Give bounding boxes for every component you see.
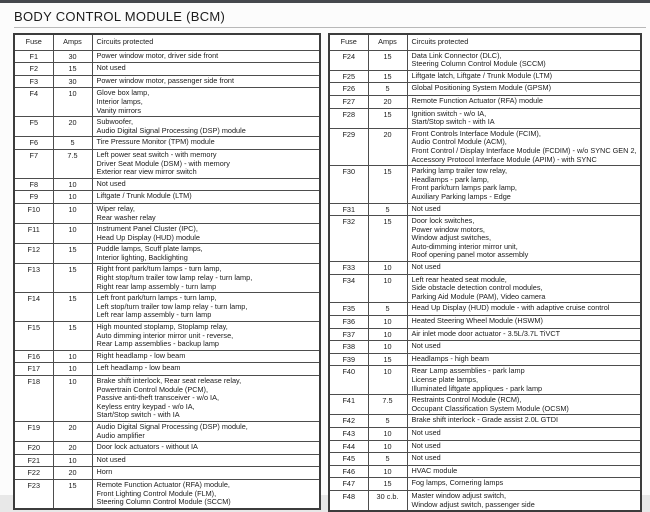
- amps-cell: 10: [368, 262, 407, 275]
- circuits-cell: [92, 224, 320, 244]
- circuit-line: Master window adjust switch,: [411, 490, 506, 500]
- amps-cell: 30 c.b.: [368, 490, 407, 511]
- fuse-cell: F11: [14, 224, 53, 244]
- fuse-cell: F45: [329, 453, 368, 466]
- fuse-cell: F5: [14, 117, 53, 137]
- circuit-line: Wiper relay,: [96, 203, 135, 213]
- column-header-circuits: Circuits protected: [407, 34, 641, 50]
- table-header-row: [14, 34, 320, 50]
- circuits-cell: [407, 427, 641, 440]
- amps-cell: 15: [368, 478, 407, 491]
- fuse-cell: F23: [14, 479, 53, 508]
- circuit-line: License plate lamps,: [411, 375, 479, 384]
- amps-cell: 15: [53, 479, 92, 508]
- fuse-cell: F24: [329, 50, 368, 70]
- fuse-cell: F8: [14, 178, 53, 191]
- amps-cell: 10: [53, 363, 92, 376]
- amps-cell: 10: [368, 328, 407, 341]
- amps-cell: 15: [53, 264, 92, 293]
- amps-cell: 10: [53, 191, 92, 204]
- circuits-cell: [407, 216, 641, 262]
- table-row: [14, 75, 320, 88]
- amps-cell: 30: [53, 75, 92, 88]
- circuit-line: Instrument Panel Cluster (IPC),: [96, 224, 198, 234]
- circuit-line: Powertrain Control Module (PCM),: [96, 384, 209, 394]
- circuits-cell: [92, 467, 320, 480]
- amps-cell: 15: [53, 322, 92, 351]
- circuit-line: Rear Lamp assemblies - backup lamp: [96, 339, 219, 349]
- circuit-line: Window adjust switch, passenger side: [411, 499, 535, 509]
- table-row: [329, 328, 641, 341]
- amps-cell: 15: [368, 108, 407, 128]
- circuit-line: Not used: [411, 440, 441, 450]
- circuit-line: Heated Steering Wheel Module (HSWM): [411, 316, 543, 326]
- circuit-line: Tire Pressure Monitor (TPM) module: [96, 137, 215, 147]
- circuits-cell: [92, 191, 320, 204]
- fuse-cell: F7: [14, 149, 53, 178]
- table-row: [329, 395, 641, 415]
- circuit-line: Parking lamp trailer tow relay,: [411, 166, 508, 176]
- circuit-line: Puddle lamps, Scuff plate lamps,: [96, 244, 203, 254]
- circuit-line: Auto-dimming interior mirror unit,: [411, 241, 518, 251]
- fuse-cell: F21: [14, 454, 53, 467]
- circuit-line: Right front park/turn lamps - turn lamp,: [96, 264, 222, 274]
- fuse-cell: F25: [329, 70, 368, 83]
- circuits-cell: [407, 303, 641, 316]
- fuse-cell: F27: [329, 95, 368, 108]
- circuits-cell: [92, 293, 320, 322]
- fuse-cell: F9: [14, 191, 53, 204]
- fuse-cell: F47: [329, 478, 368, 491]
- fuse-cell: F28: [329, 108, 368, 128]
- circuits-cell: [407, 83, 641, 96]
- fuse-cell: F36: [329, 316, 368, 329]
- amps-cell: 7.5: [53, 149, 92, 178]
- circuit-line: Restraints Control Module (RCM),: [411, 395, 522, 405]
- circuit-line: Brake shift interlock - Grade assist 2.0L GTDI: [411, 415, 559, 425]
- circuits-cell: [92, 350, 320, 363]
- circuits-cell: [92, 421, 320, 441]
- circuit-line: Rear Lamp assemblies - park lamp: [411, 366, 525, 376]
- circuit-line: Not used: [96, 63, 126, 73]
- circuit-line: Horn: [96, 467, 113, 477]
- amps-cell: 10: [53, 203, 92, 223]
- circuits-cell: [407, 108, 641, 128]
- circuit-line: Head Up Display (HUD) module - with adaptive cruise control: [411, 303, 610, 313]
- table-row: [329, 128, 641, 165]
- fuse-cell: F46: [329, 465, 368, 478]
- circuit-line: Left rear lamp assembly - turn lamp: [96, 310, 212, 320]
- circuit-line: Not used: [411, 453, 441, 463]
- fuse-cell: F4: [14, 88, 53, 117]
- circuit-line: Audio amplifier: [96, 430, 145, 440]
- page-title: BODY CONTROL MODULE (BCM): [14, 9, 226, 24]
- circuit-line: Headlamps - high beam: [411, 353, 489, 363]
- circuits-cell: [407, 341, 641, 354]
- amps-cell: 15: [53, 244, 92, 264]
- column-header-fuse: Fuse: [14, 34, 53, 50]
- table-row: [14, 203, 320, 223]
- circuits-cell: [407, 95, 641, 108]
- circuits-cell: [407, 353, 641, 366]
- fuse-cell: F44: [329, 440, 368, 453]
- fuse-table-f24-f48: [328, 33, 642, 512]
- circuit-line: Audio Control Module (ACM),: [411, 137, 507, 147]
- circuits-cell: [92, 50, 320, 63]
- table-row: [14, 322, 320, 351]
- fuse-cell: F39: [329, 353, 368, 366]
- circuit-line: Front park/turn lamps park lamp,: [411, 183, 517, 193]
- table-row: [14, 350, 320, 363]
- column-header-amps: Amps: [368, 34, 407, 50]
- amps-cell: 10: [53, 178, 92, 191]
- circuits-cell: [407, 328, 641, 341]
- circuits-cell: [92, 137, 320, 150]
- fuse-cell: F14: [14, 293, 53, 322]
- fuse-cell: F30: [329, 166, 368, 203]
- fuse-cell: F38: [329, 341, 368, 354]
- fuse-cell: F15: [14, 322, 53, 351]
- circuit-line: Fog lamps, Cornering lamps: [411, 478, 504, 488]
- circuit-line: Head Up Display (HUD) module: [96, 232, 200, 242]
- table-row: [329, 166, 641, 203]
- table-row: [14, 137, 320, 150]
- circuits-cell: [92, 75, 320, 88]
- table-row: [329, 83, 641, 96]
- circuits-cell: [92, 244, 320, 264]
- circuits-cell: [407, 203, 641, 216]
- amps-cell: 10: [53, 350, 92, 363]
- amps-cell: 10: [368, 274, 407, 303]
- circuit-line: Door lock actuators - without IA: [96, 442, 198, 452]
- amps-cell: 10: [53, 454, 92, 467]
- fuse-cell: F43: [329, 427, 368, 440]
- circuit-line: Front Lighting Control Module (FLM),: [96, 488, 217, 498]
- circuit-line: Subwoofer,: [96, 117, 134, 127]
- amps-cell: 15: [368, 50, 407, 70]
- circuits-cell: [407, 50, 641, 70]
- amps-cell: 30: [53, 50, 92, 63]
- table-row: [329, 203, 641, 216]
- circuit-line: Brake shift interlock, Rear seat release relay,: [96, 376, 242, 385]
- circuit-line: Roof opening panel motor assembly: [411, 250, 529, 260]
- table-row: [14, 117, 320, 137]
- circuit-line: Not used: [411, 262, 441, 272]
- fuse-cell: F1: [14, 50, 53, 63]
- amps-cell: 20: [53, 421, 92, 441]
- circuits-cell: [407, 490, 641, 511]
- fuse-cell: F32: [329, 216, 368, 262]
- circuit-line: Liftgate / Trunk Module (LTM): [96, 191, 192, 201]
- table-row: [14, 244, 320, 264]
- circuit-line: Rear washer relay: [96, 212, 156, 222]
- circuits-cell: [407, 366, 641, 395]
- circuit-line: Auto dimming interior mirror unit - reverse,: [96, 330, 234, 340]
- fuse-cell: F33: [329, 262, 368, 275]
- circuit-line: Driver Seat Module (DSM) - with memory: [96, 158, 230, 168]
- circuits-cell: [407, 440, 641, 453]
- table-row: [329, 50, 641, 70]
- circuit-line: Air inlet mode door actuator - 3.5L/3.7L TiVCT: [411, 328, 561, 338]
- fuse-cell: F18: [14, 376, 53, 422]
- table-row: [329, 316, 641, 329]
- table-row: [14, 421, 320, 441]
- circuit-line: Illuminated liftgate appliques - park lamp: [411, 383, 543, 393]
- table-row: [329, 465, 641, 478]
- table-row: [14, 479, 320, 508]
- table-row: [14, 224, 320, 244]
- circuit-line: Liftgate latch, Liftgate / Trunk Module (LTM): [411, 70, 553, 80]
- circuit-line: Audio Digital Signal Processing (DSP) module,: [96, 421, 248, 431]
- circuits-cell: [92, 376, 320, 422]
- fuse-cell: F41: [329, 395, 368, 415]
- amps-cell: 5: [368, 415, 407, 428]
- circuit-line: Audio Digital Signal Processing (DSP) module: [96, 125, 246, 135]
- table-row: [14, 88, 320, 117]
- circuit-line: Vanity mirrors: [96, 105, 141, 115]
- circuits-cell: [407, 316, 641, 329]
- fuse-cell: F3: [14, 75, 53, 88]
- amps-cell: 15: [368, 353, 407, 366]
- circuit-line: Headlamps - park lamp,: [411, 174, 489, 184]
- table-row: [329, 366, 641, 395]
- circuit-line: Ignition switch - w/o IA,: [411, 108, 487, 118]
- fuse-cell: F16: [14, 350, 53, 363]
- fuse-cell: F42: [329, 415, 368, 428]
- fuse-cell: F12: [14, 244, 53, 264]
- circuit-line: Right headlamp - low beam: [96, 350, 186, 360]
- amps-cell: 5: [368, 203, 407, 216]
- column-header-amps: Amps: [53, 34, 92, 50]
- circuit-line: Power window motor, driver side front: [96, 50, 219, 60]
- amps-cell: 20: [368, 128, 407, 165]
- circuits-cell: [92, 322, 320, 351]
- table-row: [14, 442, 320, 455]
- table-row: [329, 95, 641, 108]
- circuit-line: Front Control / Display Interface Module (FCDIM) - w/o SYNC GEN 2,: [411, 145, 637, 155]
- table-row: [329, 108, 641, 128]
- amps-cell: 10: [53, 88, 92, 117]
- circuit-line: Parking Aid Module (PAM), Video camera: [411, 291, 546, 301]
- circuits-cell: [92, 88, 320, 117]
- fuse-cell: F22: [14, 467, 53, 480]
- circuit-line: Window adjust switches,: [411, 233, 491, 243]
- table-row: [329, 70, 641, 83]
- circuit-line: Passive anti-theft transceiver - w/o IA,: [96, 393, 219, 403]
- table-row: [14, 376, 320, 422]
- fuse-cell: F37: [329, 328, 368, 341]
- table-row: [329, 415, 641, 428]
- circuit-line: High mounted stoplamp, Stoplamp relay,: [96, 322, 228, 332]
- circuit-line: Left headlamp - low beam: [96, 363, 181, 373]
- circuits-cell: [92, 264, 320, 293]
- amps-cell: 10: [368, 366, 407, 395]
- table-row: [329, 453, 641, 466]
- table-row: [14, 191, 320, 204]
- amps-cell: 20: [53, 442, 92, 455]
- fuse-cell: F17: [14, 363, 53, 376]
- amps-cell: 20: [53, 467, 92, 480]
- fuse-cell: F35: [329, 303, 368, 316]
- circuits-cell: [407, 415, 641, 428]
- amps-cell: 10: [368, 316, 407, 329]
- circuits-cell: [407, 395, 641, 415]
- circuit-line: Power window motor, passenger side front: [96, 75, 234, 85]
- circuits-cell: [92, 203, 320, 223]
- table-row: [329, 427, 641, 440]
- fuse-cell: F34: [329, 274, 368, 303]
- table-row: [14, 178, 320, 191]
- table-row: [14, 50, 320, 63]
- table-row: [329, 490, 641, 511]
- table-row: [329, 353, 641, 366]
- circuits-cell: [92, 363, 320, 376]
- table-row: [329, 341, 641, 354]
- circuit-line: Exterior rear view mirror switch: [96, 167, 197, 177]
- circuit-line: Start/Stop switch - with IA: [411, 117, 495, 127]
- circuit-line: HVAC module: [411, 465, 458, 475]
- circuits-cell: [92, 178, 320, 191]
- circuit-line: Glove box lamp,: [96, 88, 150, 98]
- fuse-table-f1-f23: [13, 33, 321, 510]
- circuit-line: Side obstacle detection control modules,: [411, 283, 543, 293]
- title-underline-rule: [14, 27, 646, 28]
- circuit-line: Power window motors,: [411, 224, 485, 234]
- circuit-line: Data Link Connector (DLC),: [411, 50, 502, 60]
- circuit-line: Right rear lamp assembly - turn lamp: [96, 281, 217, 291]
- circuit-line: Occupant Classification System Module (OCSM): [411, 403, 569, 413]
- table-row: [14, 467, 320, 480]
- circuit-line: Auxiliary Parking lamps - Edge: [411, 191, 511, 201]
- amps-cell: 15: [368, 166, 407, 203]
- fuse-cell: F2: [14, 63, 53, 76]
- table-header-row: [329, 34, 641, 50]
- circuit-line: Remote Function Actuator (RFA) module,: [96, 479, 230, 489]
- amps-cell: 5: [53, 137, 92, 150]
- circuits-cell: [407, 453, 641, 466]
- circuit-line: Interior lamps,: [96, 96, 143, 106]
- circuit-line: Door lock switches,: [411, 216, 475, 226]
- table-row: [14, 363, 320, 376]
- circuits-cell: [407, 70, 641, 83]
- amps-cell: 10: [53, 224, 92, 244]
- table-row: [329, 262, 641, 275]
- circuit-line: Right stop/turn trailer tow lamp relay - turn lamp,: [96, 273, 253, 283]
- circuits-cell: [92, 454, 320, 467]
- circuit-line: Interior lighting, Backlighting: [96, 252, 188, 262]
- amps-cell: 15: [368, 70, 407, 83]
- amps-cell: 10: [368, 427, 407, 440]
- circuits-cell: [407, 465, 641, 478]
- circuits-cell: [407, 262, 641, 275]
- circuit-line: Left stop/turn trailer tow lamp relay - turn lamp,: [96, 301, 248, 311]
- table-row: [14, 149, 320, 178]
- fuse-cell: F20: [14, 442, 53, 455]
- top-border-rule: [0, 0, 650, 3]
- table-row: [14, 264, 320, 293]
- fuse-cell: F40: [329, 366, 368, 395]
- amps-cell: 10: [368, 465, 407, 478]
- amps-cell: 5: [368, 83, 407, 96]
- amps-cell: 5: [368, 303, 407, 316]
- fuse-cell: F19: [14, 421, 53, 441]
- table-row: [14, 63, 320, 76]
- column-header-circuits: Circuits protected: [92, 34, 320, 50]
- circuits-cell: [92, 117, 320, 137]
- circuit-line: Not used: [96, 178, 126, 188]
- circuit-line: Keyless entry keypad - w/o IA,: [96, 401, 195, 411]
- circuit-line: Left power seat switch - with memory: [96, 149, 217, 159]
- circuits-cell: [92, 442, 320, 455]
- circuits-cell: [92, 479, 320, 508]
- fuse-cell: F10: [14, 203, 53, 223]
- table-row: [14, 293, 320, 322]
- amps-cell: 5: [368, 453, 407, 466]
- fuse-cell: F48: [329, 490, 368, 511]
- circuit-line: Accessory Protocol Interface Module (APIM) - with SYNC: [411, 154, 597, 164]
- circuit-line: Start/Stop switch - with IA: [96, 410, 180, 420]
- amps-cell: 20: [53, 117, 92, 137]
- amps-cell: 15: [53, 293, 92, 322]
- circuit-line: Steering Column Control Module (SCCM): [411, 59, 546, 69]
- circuit-line: Front Controls Interface Module (FCIM),: [411, 128, 541, 138]
- circuit-line: Not used: [411, 203, 441, 213]
- fuse-tables-container: [13, 33, 650, 512]
- circuit-line: Left rear heated seat module,: [411, 274, 507, 284]
- circuits-cell: [407, 128, 641, 165]
- amps-cell: 10: [368, 440, 407, 453]
- circuit-line: Not used: [96, 454, 126, 464]
- amps-cell: 7.5: [368, 395, 407, 415]
- circuits-cell: [92, 149, 320, 178]
- fuse-cell: F26: [329, 83, 368, 96]
- circuit-line: Global Positioning System Module (GPSM): [411, 83, 552, 93]
- fuse-cell: F29: [329, 128, 368, 165]
- amps-cell: 15: [53, 63, 92, 76]
- fuse-cell: F13: [14, 264, 53, 293]
- circuit-line: Steering Column Control Module (SCCM): [96, 497, 231, 507]
- amps-cell: 15: [368, 216, 407, 262]
- circuit-line: Not used: [411, 341, 441, 351]
- circuits-cell: [407, 478, 641, 491]
- circuit-line: Left front park/turn lamps - turn lamp,: [96, 293, 217, 303]
- column-header-fuse: Fuse: [329, 34, 368, 50]
- fuse-cell: F6: [14, 137, 53, 150]
- table-row: [329, 478, 641, 491]
- circuit-line: Remote Function Actuator (RFA) module: [411, 95, 543, 105]
- amps-cell: 10: [368, 341, 407, 354]
- table-row: [329, 440, 641, 453]
- table-row: [329, 216, 641, 262]
- amps-cell: 10: [53, 376, 92, 422]
- circuits-cell: [92, 63, 320, 76]
- table-row: [329, 274, 641, 303]
- table-row: [329, 303, 641, 316]
- amps-cell: 20: [368, 95, 407, 108]
- table-row: [14, 454, 320, 467]
- circuits-cell: [407, 274, 641, 303]
- fuse-cell: F31: [329, 203, 368, 216]
- circuit-line: Not used: [411, 427, 441, 437]
- circuits-cell: [407, 166, 641, 203]
